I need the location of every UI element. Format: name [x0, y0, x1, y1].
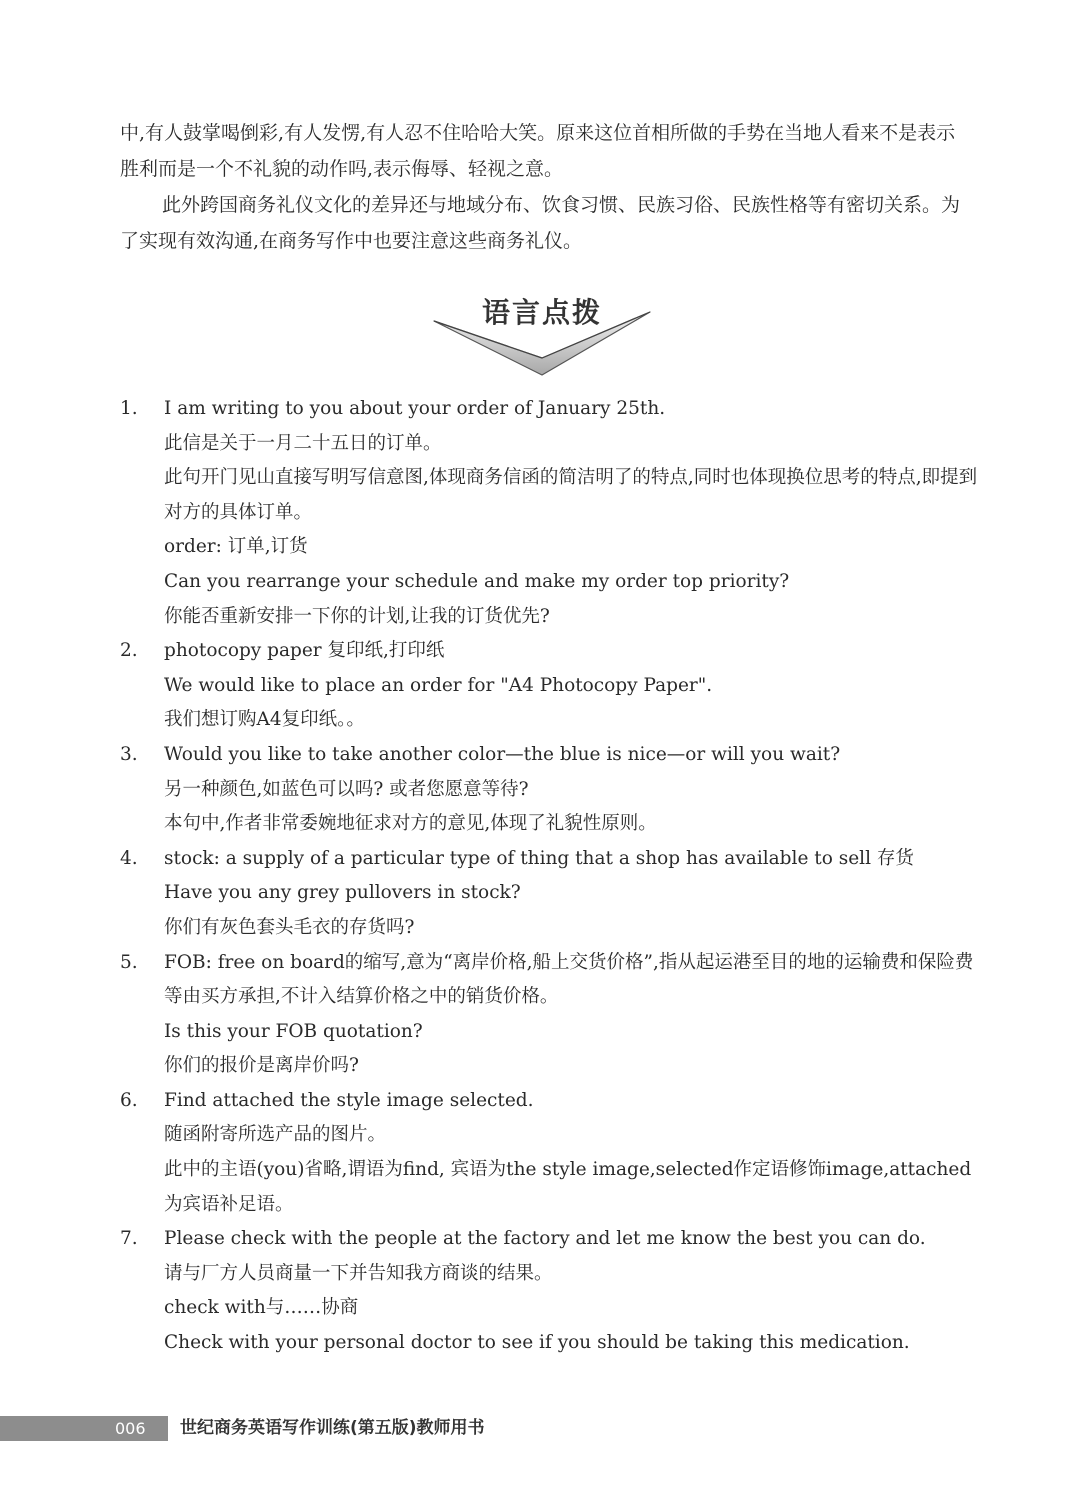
- item-number: 1.: [120, 398, 138, 419]
- item-line: 本句中,作者非常委婉地征求对方的意见,体现了礼貌性原则。: [164, 813, 657, 835]
- item-line: Check with your personal doctor to see if you should be taking this medication.: [164, 1332, 910, 1354]
- list-item: [120, 634, 980, 738]
- item-line: We would like to place an order for "A4 Photocopy Paper".: [164, 674, 713, 696]
- item-line: 另一种颜色,如蓝色可以吗? 或者您愿意等待?: [164, 778, 529, 800]
- intro-text: [120, 115, 970, 259]
- item-line: photocopy paper 复印纸,打印纸: [164, 640, 445, 662]
- item-line: 随函附寄所选产品的图片。: [164, 1124, 387, 1146]
- list-item: [120, 1084, 980, 1222]
- list-item: [120, 946, 980, 1084]
- list-item: [120, 738, 980, 842]
- item-line: 此中的主语(you)省略,谓语为find, 宾语为the style image,selected作定语修饰image,attached为宾语补足语。: [164, 1159, 972, 1215]
- item-number: 3.: [120, 743, 138, 765]
- intro-paragraph: 此外跨国商务礼仪文化的差异还与地域分布、饮食习惯、民族习俗、民族性格等有密切关系。为了实现有效沟通,在商务写作中也要注意这些商务礼仪。: [120, 194, 961, 252]
- item-number: 7.: [120, 1228, 138, 1250]
- item-line: 你们的报价是离岸价吗?: [164, 1055, 359, 1077]
- book-title: 世纪商务英语写作训练(第五版)教师用书: [180, 1418, 485, 1438]
- intro-paragraph: 中,有人鼓掌喝倒彩,有人发愣,有人忍不住哈哈大笑。原来这位首相所做的手势在当地人看来不是表示胜利而是一个不礼貌的动作吗,表示侮辱、轻视之意。: [120, 122, 956, 180]
- language-points-list: [120, 392, 980, 1361]
- page-footer: [0, 1416, 1083, 1441]
- section-banner: [432, 294, 652, 376]
- item-line: 此信是关于一月二十五日的订单。: [164, 432, 442, 454]
- item-line: order: 订单,订货: [164, 536, 308, 558]
- item-number: 5.: [120, 951, 138, 973]
- item-number: 4.: [120, 847, 138, 869]
- list-item: [120, 392, 980, 634]
- item-number: 6.: [120, 1089, 138, 1111]
- item-line: check with与……协商: [164, 1297, 359, 1319]
- item-line: Can you rearrange your schedule and make my order top priority?: [164, 570, 790, 592]
- item-line: 你能否重新安排一下你的计划,让我的订货优先?: [164, 605, 550, 627]
- list-item: [120, 1222, 980, 1360]
- list-item: [120, 842, 980, 946]
- item-line: FOB: free on board的缩写,意为“离岸价格,船上交货价格”,指从起运港至目的地的运输费和保险费等由买方承担,不计入结算价格之中的销货价格。: [164, 951, 974, 1008]
- item-line: 我们想订购A4复印纸。。: [164, 709, 365, 731]
- item-line: Would you like to take another color—the blue is nice—or will you wait?: [164, 743, 841, 765]
- item-line: 请与厂方人员商量一下并告知我方商谈的结果。: [164, 1262, 553, 1284]
- section-title: 语言点拨: [481, 296, 602, 329]
- item-number: 2.: [120, 640, 138, 662]
- item-line: Have you any grey pullovers in stock?: [164, 882, 521, 904]
- item-line: Please check with the people at the factory and let me know the best you can do.: [164, 1228, 926, 1250]
- item-line: stock: a supply of a particular type of thing that a shop has available to sell 存货: [164, 847, 914, 869]
- item-line: Is this your FOB quotation?: [164, 1020, 423, 1042]
- item-line: 你们有灰色套头毛衣的存货吗?: [164, 916, 415, 938]
- item-line: 此句开门见山直接写明写信意图,体现商务信函的简洁明了的特点,同时也体现换位思考的特点,即提到对方的具体订单。: [164, 467, 978, 523]
- item-line: I am writing to you about your order of January 25th.: [164, 398, 666, 419]
- item-line: Find attached the style image selected.: [164, 1089, 534, 1111]
- page-number: 006: [115, 1419, 146, 1438]
